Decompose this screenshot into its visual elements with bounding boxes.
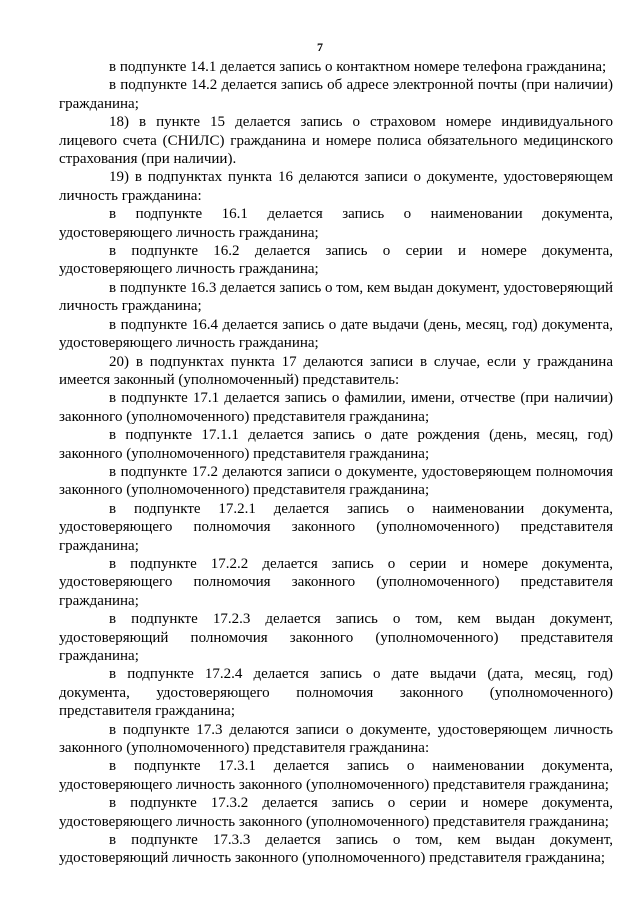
paragraph: в подпункте 17.2.4 делается запись о дате выдачи (дата, месяц, год) документа, удостоверяющего полномочия законного (уполномоченного) представителя гражданина;	[59, 666, 613, 720]
paragraph: в подпункте 17.3.2 делается запись о серии и номере документа, удостоверяющего личность законного (уполномоченного) представителя гражданина;	[59, 795, 613, 830]
paragraph: в подпункте 17.1.1 делается запись о дате рождения (день, месяц, год) законного (уполномоченного) представителя гражданина;	[59, 427, 613, 462]
paragraph: 18) в пункте 15 делается запись о страховом номере индивидуального лицевого счета (СНИЛС) гражданина и номере полиса обязательного медицинского страхования (при наличии).	[59, 114, 613, 168]
paragraph: в подпункте 14.2 делается запись об адресе электронной почты (при наличии) гражданина;	[59, 77, 613, 112]
paragraph: в подпункте 17.2.3 делается запись о том, кем выдан документ, удостоверяющий полномочия законного (уполномоченного) представителя гражданина;	[59, 611, 613, 664]
paragraph: в подпункте 17.2 делаются записи о документе, удостоверяющем полномочия законного (уполномоченного) представителя гражданина;	[59, 463, 613, 499]
paragraph: в подпункте 16.3 делается запись о том, кем выдан документ, удостоверяющий личность гражданина;	[59, 279, 613, 315]
paragraph: 20) в подпунктах пункта 17 делаются записи в случае, если у гражданина имеется законный (уполномоченный) представитель:	[59, 353, 613, 388]
paragraph: в подпункте 17.2.1 делается запись о наименовании документа, удостоверяющего полномочия законного (уполномоченного) представителя гражданина;	[59, 500, 613, 554]
paragraph: в подпункте 16.1 делается запись о наименовании документа, удостоверяющего личность гражданина;	[59, 206, 613, 241]
paragraph: 19) в подпунктах пункта 16 делаются записи о документе, удостоверяющем личность гражданина:	[59, 169, 613, 204]
document-body	[59, 58, 613, 868]
paragraph: в подпункте 17.2.2 делается запись о серии и номере документа, удостоверяющего полномочия законного (уполномоченного) представителя гражданина;	[59, 555, 613, 609]
paragraph: в подпункте 16.4 делается запись о дате выдачи (день, месяц, год) документа, удостоверяющего личность гражданина;	[59, 316, 613, 352]
paragraph: в подпункте 17.3.1 делается запись о наименовании документа, удостоверяющего личность законного (уполномоченного) представителя гражданина;	[59, 758, 613, 793]
paragraph: в подпункте 16.2 делается запись о серии и номере документа, удостоверяющего личность гражданина;	[59, 243, 613, 278]
paragraph: в подпункте 17.3 делаются записи о документе, удостоверяющем личность законного (уполномоченного) представителя гражданина:	[59, 721, 613, 757]
paragraph: в подпункте 17.1 делается запись о фамилии, имени, отчестве (при наличии) законного (уполномоченного) представителя гражданина;	[59, 390, 613, 425]
paragraph: в подпункте 17.3.3 делается запись о том, кем выдан документ, удостоверяющий личность законного (уполномоченного) представителя гражданина;	[59, 832, 613, 867]
paragraph: в подпункте 14.1 делается запись о контактном номере телефона гражданина;	[109, 59, 607, 75]
page-number: 7	[317, 40, 323, 54]
